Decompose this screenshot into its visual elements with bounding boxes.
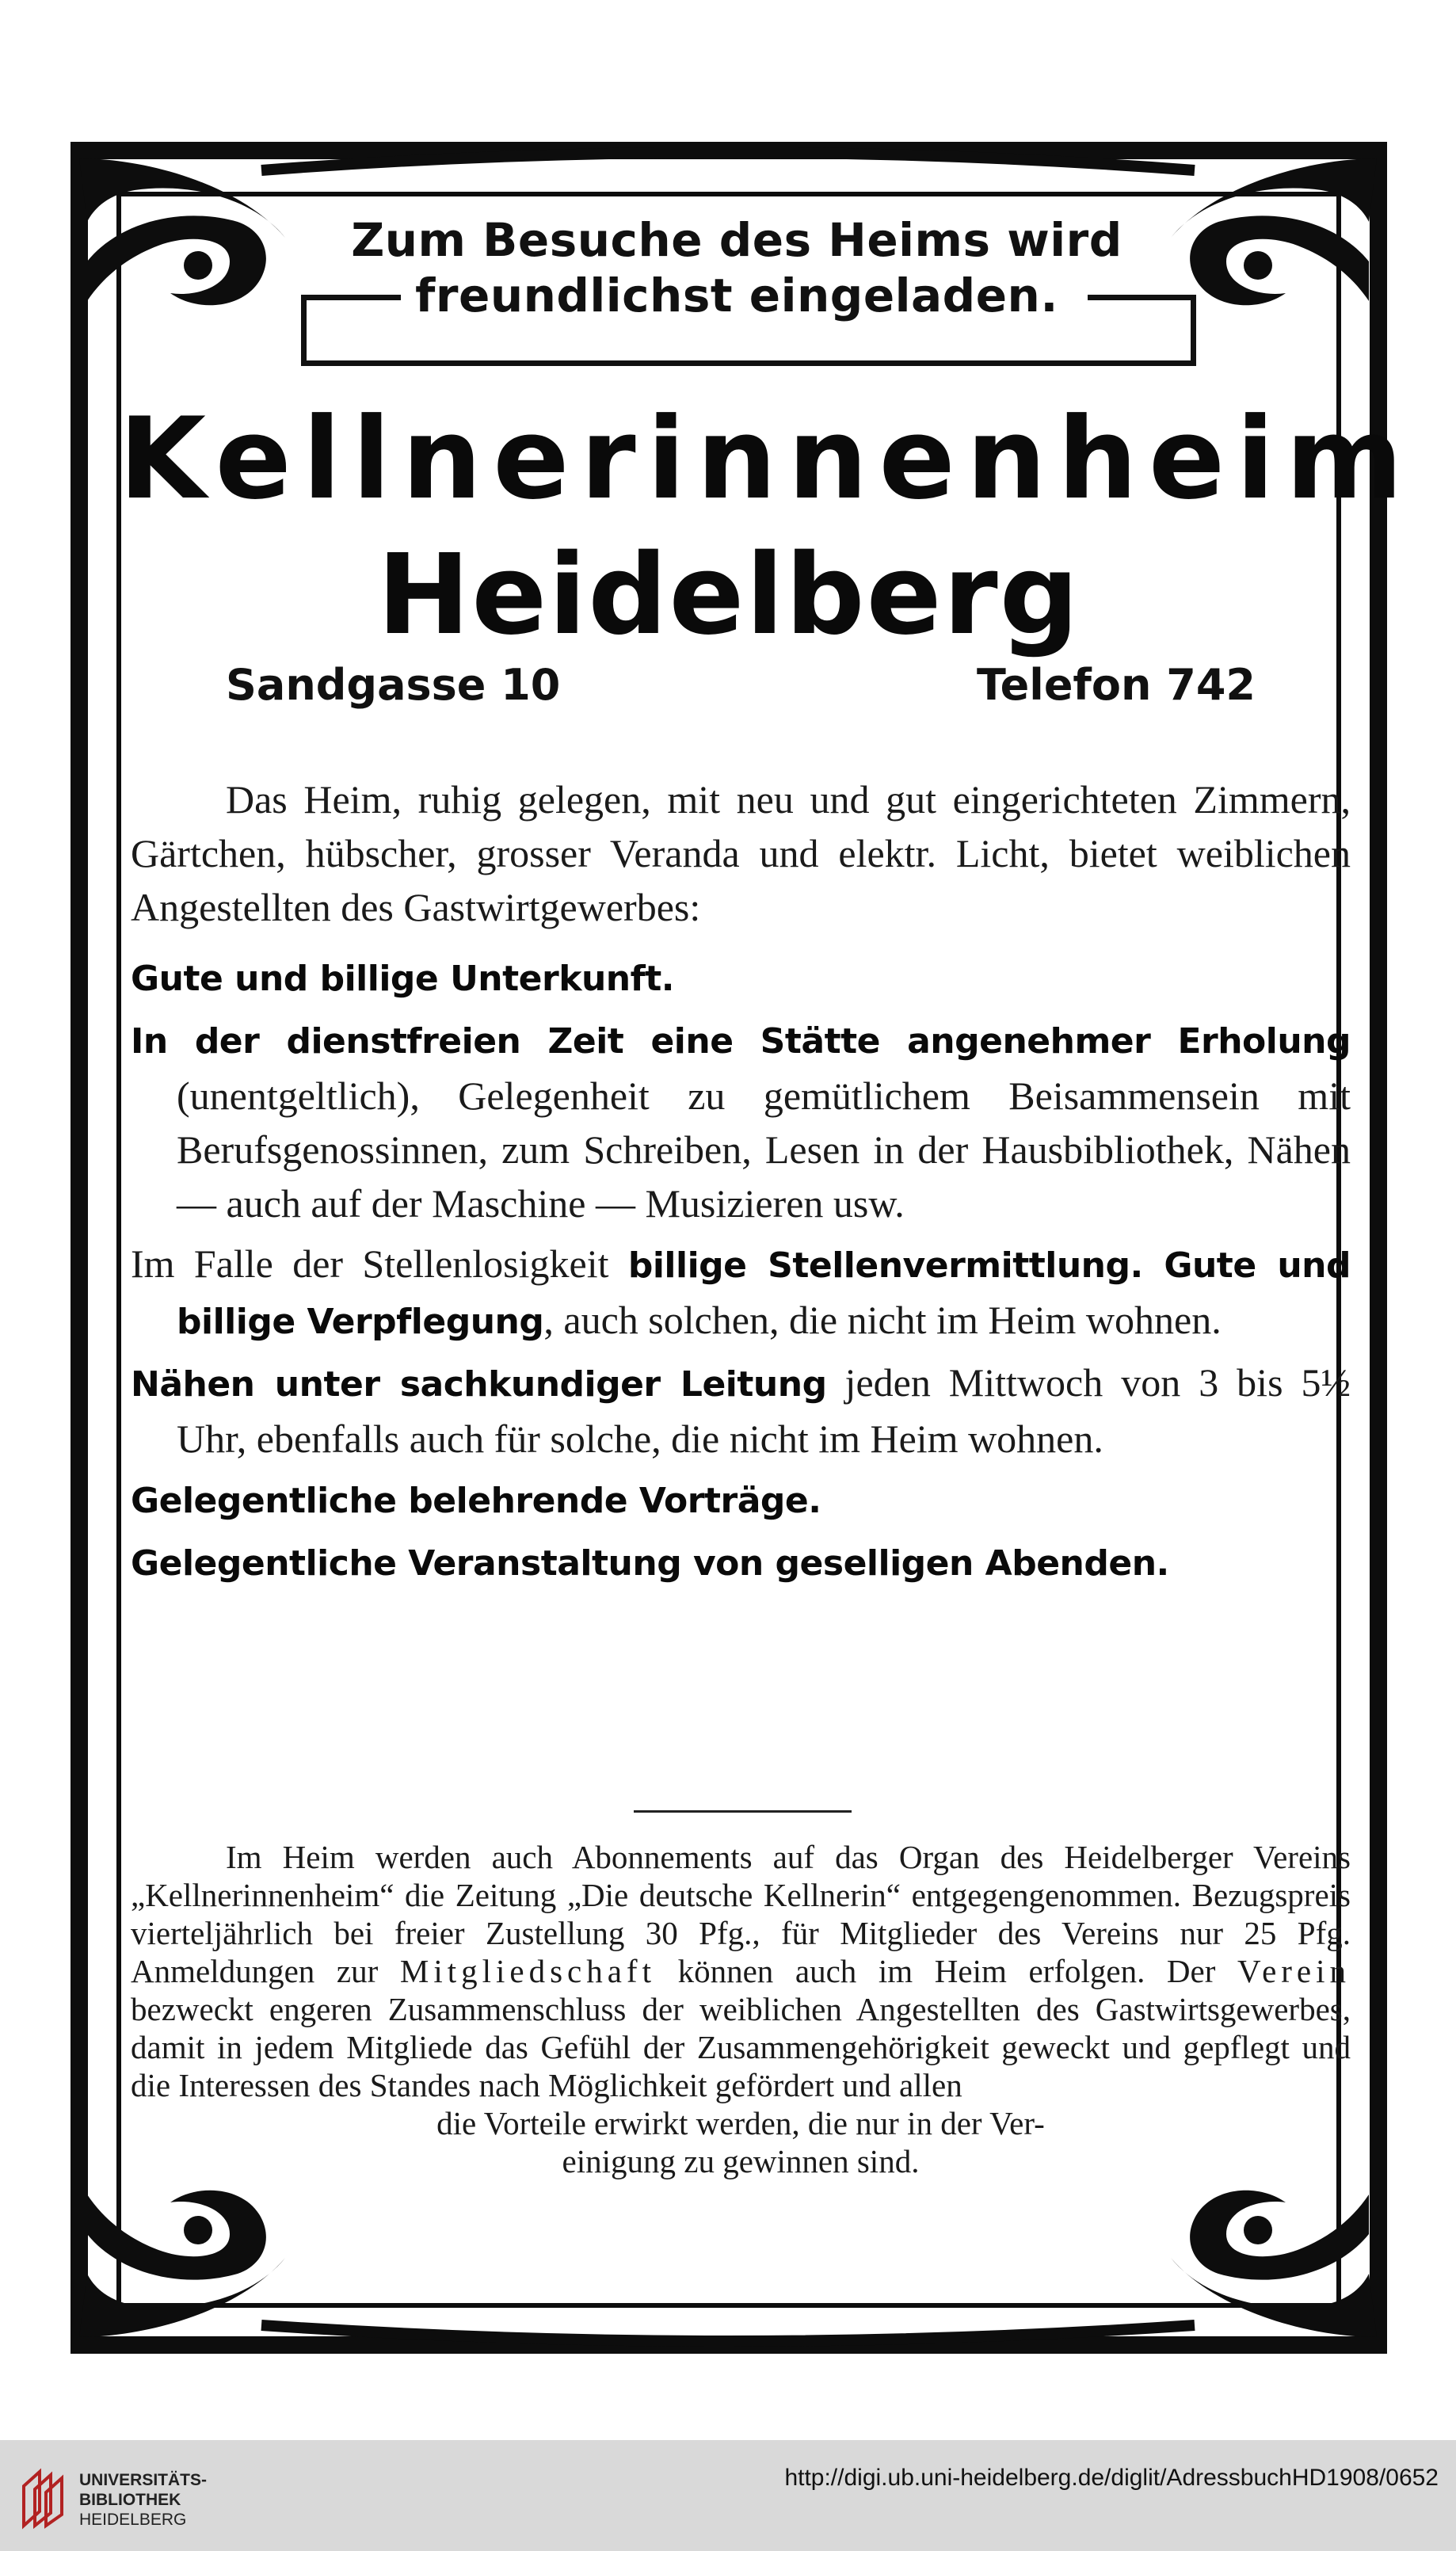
offer-item bbox=[131, 1012, 1351, 1230]
body-text bbox=[131, 772, 1351, 1596]
footer-text-1: Im Heim werden auch Abonnements auf das Organ des Heidelberger Vereins „Kellnerinnenheim“ die Zeitung „Die deutsche Kellnerin“ entgegengenommen. Bezugspreis vierteljährlich bei freier Zustellung 30 Pfg., für Mitglieder des Vereins nur 25 Pfg. Anmeldungen zur bbox=[131, 1839, 1351, 1989]
library-logo-icon bbox=[17, 2465, 73, 2532]
offer-item bbox=[131, 1356, 1351, 1466]
section-divider bbox=[634, 1810, 852, 1813]
footer-spaced-verein: Verein bbox=[1237, 1953, 1351, 1989]
offer-item-bold: Nähen unter sachkundiger Leitung bbox=[131, 1364, 827, 1405]
phone-number: Telefon 742 bbox=[977, 660, 1256, 710]
invitation-line-1: Zum Besuche des Heims wird bbox=[351, 213, 1122, 267]
library-name-line-2: BIBLIOTHEK bbox=[79, 2491, 181, 2509]
offer-item bbox=[131, 1472, 1351, 1528]
offer-item bbox=[131, 1237, 1351, 1349]
offer-item-bold: Gelegentliche belehrende Vorträge. bbox=[131, 1481, 821, 1521]
library-name bbox=[79, 2470, 207, 2530]
street-address: Sandgasse 10 bbox=[226, 660, 561, 710]
footer-center-line-2: einigung zu gewinnen sind. bbox=[562, 2143, 920, 2179]
corner-ornament-top-right-icon bbox=[1171, 158, 1377, 305]
offer-item-text: (unentgeltlich), Gelegenheit zu gemütlichem Beisammensein mit Berufsgenossinnen, zum Schreiben, Lesen in der Hausbibliothek, Nähen — auch auf der Maschine — Musizieren usw. bbox=[177, 1073, 1351, 1226]
title-line-1: Kellnerinnenheim bbox=[119, 394, 1414, 524]
invitation-line-2: freundlichst eingeladen. bbox=[401, 268, 1073, 323]
offer-item-bold: billige Stellenvermittlung. Gute und billige Verpflegung bbox=[177, 1245, 1351, 1342]
intro-paragraph: Das Heim, ruhig gelegen, mit neu und gut eingerichteten Zimmern, Gärtchen, hübscher, grosser Veranda und elektr. Licht, bietet weiblichen Angestellten des Gastwirtgewerbes: bbox=[131, 777, 1351, 929]
footer-center-line-1: die Vorteile erwirkt werden, die nur in der Ver- bbox=[436, 2105, 1045, 2141]
corner-ornament-bottom-left-icon bbox=[79, 2191, 285, 2337]
invitation-heading bbox=[285, 212, 1188, 323]
library-name-line-3: HEIDELBERG bbox=[79, 2511, 187, 2529]
footer-spaced-membership: Mitgliedschaft bbox=[399, 1953, 656, 1989]
source-url-link[interactable]: http://digi.ub.uni-heidelberg.de/diglit/AdressbuchHD1908/0652 bbox=[784, 2465, 1439, 2491]
corner-ornament-bottom-right-icon bbox=[1171, 2191, 1377, 2337]
offer-item-pre: Im Falle der Stellenlosigkeit bbox=[131, 1241, 628, 1286]
offer-item bbox=[131, 950, 1351, 1006]
library-footer-bar bbox=[0, 2440, 1456, 2551]
library-name-line-1: UNIVERSITÄTS- bbox=[79, 2471, 208, 2489]
offer-item-bold: Gelegentliche Veranstaltung von geselligen Abenden. bbox=[131, 1543, 1169, 1584]
offer-item-bold: In der dienstfreien Zeit eine Stätte angenehmer Erholung bbox=[131, 1021, 1351, 1062]
offer-item-text: jeden Mittwoch von 3 bis 5½ Uhr, ebenfalls auch für solche, die nicht im Heim wohnen. bbox=[177, 1360, 1351, 1461]
footer-text-3: bezweckt engeren Zusammenschluss der weiblichen Angestellten des Gastwirtsgewerbes, damit in jedem Mitgliede das Gefühl der Zusammengehörigkeit geweckt und gepflegt und die Interessen des Standes nach Möglichkeit gefördert und allen bbox=[131, 1991, 1351, 2103]
offer-item bbox=[131, 1535, 1351, 1591]
offer-item-text: , auch solchen, die nicht im Heim wohnen. bbox=[543, 1298, 1222, 1342]
footer-text-2: können auch im Heim erfolgen. Der bbox=[677, 1953, 1216, 1989]
title-line-2: Heidelberg bbox=[377, 531, 1081, 660]
corner-ornament-top-left-icon bbox=[79, 158, 285, 305]
offer-item-bold: Gute und billige Unterkunft. bbox=[131, 959, 675, 999]
footer-paragraph bbox=[131, 1838, 1351, 2180]
